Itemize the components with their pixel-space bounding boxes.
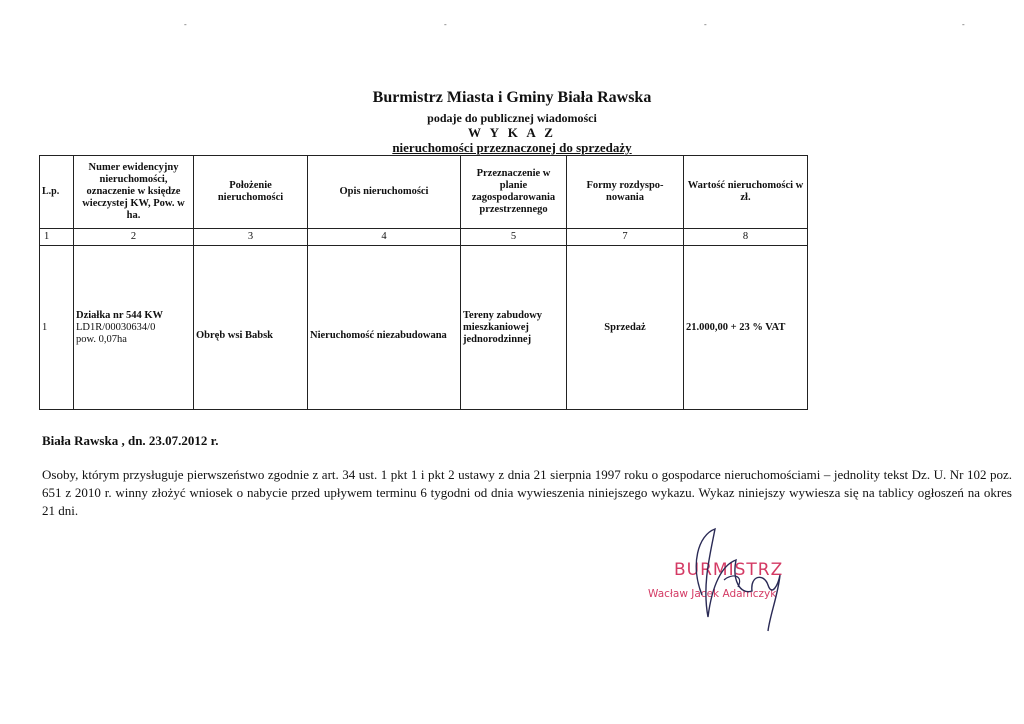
- notice-paragraph: Osoby, którym przysługuje pierwszeństwo zgodnie z art. 34 ust. 1 pkt 1 i pkt 2 ustawy z dnia 21 sierpnia 1997 roku o gospodarce nieruchomościami – jednolity tekst Dz. U. Nr 102 poz. 651 z 2010 r. winny złożyć wniosek o nabycie przed upływem terminu 6 tygodni od dnia wywieszenia niniejszego wykazu. Wykaz niniejszy wywiesza się na tablicy ogłoszeń na okres 21 dni.: [42, 467, 1012, 518]
- document-wykaz-heading: W Y K A Z: [468, 125, 556, 140]
- stamp-name: Wacław Jacek Adamczyk: [648, 588, 777, 600]
- cell-przeznaczenie: Tereny zabudowy mieszkaniowej jednorodzinnej: [461, 246, 567, 410]
- column-number-row: [40, 229, 808, 246]
- document-list-title: [0, 140, 1024, 156]
- col-header-opis: Opis nieruchomości: [308, 156, 461, 229]
- scan-mark: -: [962, 20, 965, 29]
- cell-numer: [74, 246, 194, 410]
- cell-wartosc: 21.000,00 + 23 % VAT: [684, 246, 808, 410]
- scan-mark: -: [704, 20, 707, 29]
- cell-numer-line3: pow. 0,07ha: [76, 333, 127, 345]
- table-row: [40, 246, 808, 410]
- col-header-numer: Numer ewidencyjny nieruchomości, oznaczenie w księdze wieczystej KW, Pow. w ha.: [74, 156, 194, 229]
- cell-numer-line2: LD1R/00030634/0: [76, 321, 156, 333]
- col-number: 5: [461, 229, 567, 246]
- col-number: 8: [684, 229, 808, 246]
- col-header-formy: Formy rozdyspo-nowania: [567, 156, 684, 229]
- col-number: 7: [567, 229, 684, 246]
- col-number: 3: [194, 229, 308, 246]
- cell-lp: 1: [40, 246, 74, 410]
- scan-mark: -: [444, 20, 447, 29]
- cell-numer-line1: Działka nr 544 KW: [76, 309, 164, 321]
- col-header-lp: L.p.: [40, 156, 74, 229]
- signature-stamp: [640, 525, 800, 635]
- stamp-title: BURMISTRZ: [674, 560, 784, 580]
- col-number: 2: [74, 229, 194, 246]
- document-subtitle: podaje do publicznej wiadomości: [427, 111, 597, 125]
- property-table: [39, 155, 808, 410]
- col-header-wartosc: Wartość nieruchomości w zł.: [684, 156, 808, 229]
- cell-opis: Nieruchomość niezabudowana: [308, 246, 461, 410]
- document-title: Burmistrz Miasta i Gminy Biała Rawska: [372, 89, 652, 106]
- cell-polozenie: Obręb wsi Babsk: [194, 246, 308, 410]
- col-header-przeznaczenie: Przeznaczenie w planie zagospodarowania przestrzennego: [461, 156, 567, 229]
- scan-mark: -: [184, 20, 187, 29]
- list-title-text: nieruchomości przeznaczonej do sprzedaży: [392, 140, 632, 155]
- col-number: 4: [308, 229, 461, 246]
- cell-forma: Sprzedaż: [567, 246, 684, 410]
- table-header-row: [40, 156, 808, 229]
- handwritten-signature: [640, 525, 800, 635]
- col-header-polozenie: Położenie nieruchomości: [194, 156, 308, 229]
- col-number: 1: [40, 229, 74, 246]
- place-and-date: Biała Rawska , dn. 23.07.2012 r.: [42, 433, 219, 448]
